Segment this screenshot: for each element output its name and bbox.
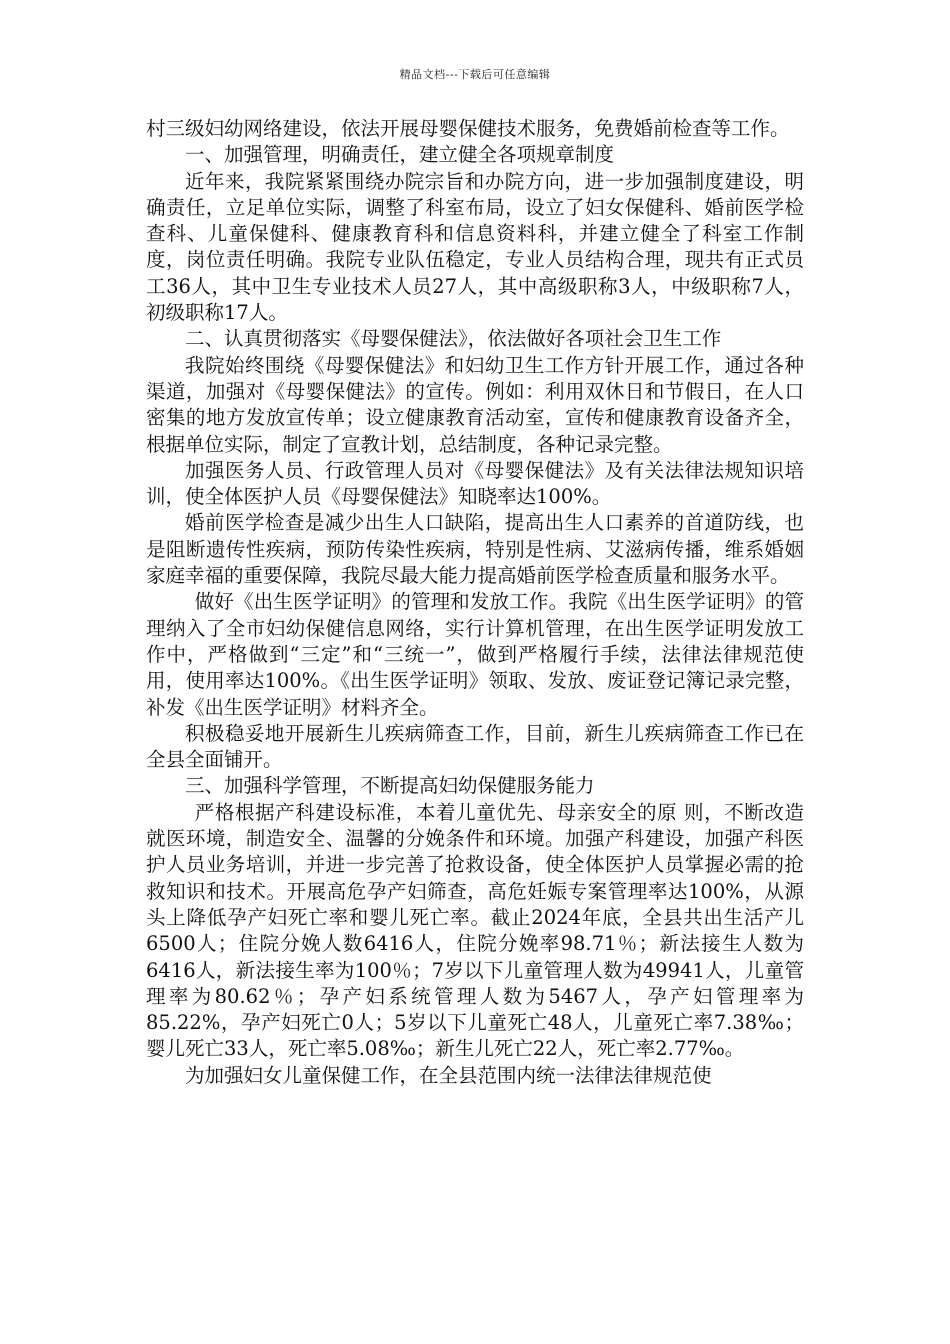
section-heading-1: 一、加强管理，明确责任，建立健全各项规章制度 (185, 143, 615, 167)
paragraph-final: 为加强妇女儿童保健工作，在全县范围内统一法律法律规范使 (185, 1063, 712, 1087)
paragraph-premarital-check: 婚前医学检查是减少出生人口缺陷，提高出生人口素养的首道防线，也是阻断遗传性疾病，预防传染性疾病，特别是性病、艾滋病传播，维系婚姻家庭幸福的重要保障，我院尽最大能力提高婚前医学检查质量和服务水平。 (146, 511, 804, 588)
paragraph-newborn-screening: 积极稳妥地开展新生儿疾病筛查工作，目前，新生儿疾病筛查工作已在全县全面铺开。 (146, 721, 804, 772)
paragraph-continuation: 村三级妇幼网络建设，依法开展母婴保健技术服务，免费婚前检查等工作。 (146, 117, 790, 140)
paragraph-staffing: 近年来，我院紧紧围绕办院宗旨和办院方向，进一步加强制度建设，明确责任，立足单位实际，调整了科室布局，设立了妇女保健科、婚前医学检查科、儿童保健科、健康教育科和信息资料科，并建立健全了科室工作制度，岗位责任明确。我院专业队伍稳定，专业人员结构合理，现共有正式员工36人，其中卫生专业技术人员27人，其中高级职称3人，中级职称7人，初级职称17人。 (146, 169, 804, 325)
section-heading-2: 二、认真贯彻落实《母婴保健法》，依法做好各项社会卫生工作 (185, 327, 722, 351)
paragraph-obstetrics-statistics: 严格根据产科建设标准，本着儿童优先、母亲安全的原 则，不断改造就医环境，制造安全、温馨的分娩条件和环境。加强产科建设，加强产科医护人员业务培训，并进一步完善了抢救设备，使全体医护人员掌握必需的抢救知识和技术。开展高危孕产妇筛查，高危妊娠专案管理率达100%，从源头上降低孕产妇死亡率和婴儿死亡率。截止2024年底，全县共出生活产儿6500人；住院分娩人数6416人，住院分娩率98.71％；新法接生人数为6416人，新法接生率为100％；7岁以下儿童管理人数为49941人，儿童管理率为80.62％；孕产妇系统管理人数为5467人，孕产妇管理率为85.22%，孕产妇死亡0人；5岁以下儿童死亡48人，儿童死亡率7.38‰；婴儿死亡33人，死亡率5.08‰；新生儿死亡22人，死亡率2.77‰。 (146, 800, 804, 1061)
section-heading-3: 三、加强科学管理，不断提高妇幼保健服务能力 (185, 774, 595, 798)
paragraph-publicity: 我院始终围绕《母婴保健法》和妇幼卫生工作方针开展工作，通过各种渠道，加强对《母婴保健法》的宣传。例如：利用双休日和节假日，在人口密集的地方发放宣传单；设立健康教育活动室，宣传和健康教育设备齐全，根据单位实际，制定了宣教计划，总结制度，各种记录完整。 (146, 353, 804, 456)
paragraph-training: 加强医务人员、行政管理人员对《母婴保健法》及有关法律法规知识培训，使全体医护人员《母婴保健法》知晓率达100%。 (146, 458, 804, 509)
page-header: 精品文档---下载后可任意编辑 (399, 68, 551, 81)
document-body (146, 116, 804, 1089)
paragraph-birth-certificate: 做好《出生医学证明》的管理和发放工作。我院《出生医学证明》的管理纳入了全市妇幼保健信息网络，实行计算机管理，在出生医学证明发放工作中，严格做到“三定”和“三统一”，做到严格履行手续，法律法律规范使用，使用率达100%。《出生医学证明》领取、发放、废证登记簿记录完整，补发《出生医学证明》材料齐全。 (146, 590, 804, 719)
